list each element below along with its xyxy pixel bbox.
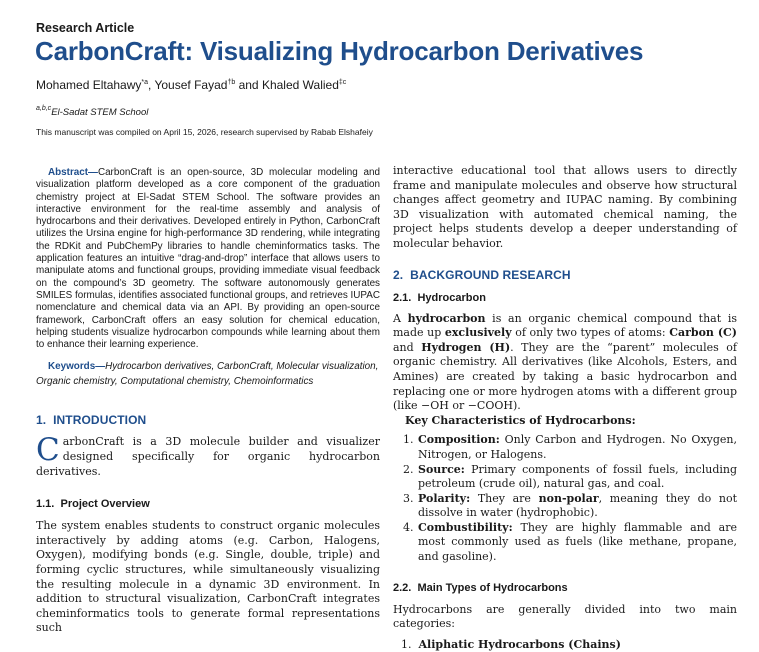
section-number: 1. [36,413,47,428]
text-run: A [393,311,408,325]
author-mark: ‡c [338,79,347,86]
types-item-number: 1. [401,637,412,651]
item-text: , meaning they do not dissolve in water (hydrophobic). [418,491,738,520]
bold-term: Hydrogen (H) [421,340,511,354]
author-mark: *a [141,79,149,86]
list-item [417,463,737,492]
section-number: 2. [393,267,404,282]
affiliation-marks: a,b,c [36,105,52,112]
text-run: of only two types of atoms: [511,326,670,340]
item-text: They are highly flammable and are most commonly used as fuels (like methane, propane, and gasoline). [418,520,737,564]
intro-paragraph [36,432,380,479]
list-item [417,521,737,565]
types-item-title: Aliphatic Hydrocarbons (Chains) [418,637,621,651]
subsection-heading [393,292,737,304]
subsection-heading [36,498,380,510]
article-type: Research Article [36,21,135,35]
author-name: Yousef Fayad [154,78,228,92]
text-run: is an organic chemical compound that is made up [393,311,737,340]
item-bold: non-polar [538,491,599,505]
section-title: BACKGROUND RESEARCH [410,267,571,282]
section-title: INTRODUCTION [53,413,147,428]
item-label: Composition: [418,433,500,447]
subsection-number: 2.1. [393,291,412,304]
affiliation [36,105,148,118]
author-list [36,78,346,92]
item-text: Only Carbon and Hydrogen. No Oxygen, Nitrogen, or Halogens. [418,433,737,461]
text-run: and [393,340,422,354]
item-label: Source: [418,462,465,476]
drop-cap: C [36,432,60,469]
keywords-text: Hydrocarbon derivatives, CarbonCraft, Molecular visualization, Organic chemistry, Computational chemistry, Chemoinformatics [36,361,379,388]
subsection-title: Project Overview [60,498,150,511]
item-text: Primary components of fossil fuels, including petroleum (crude oil), natural gas, and coal. [418,462,738,491]
author-separator: and [238,78,259,92]
paper-title: CarbonCraft: Visualizing Hydrocarbon Derivatives [35,36,644,66]
characteristics-heading: Key Characteristics of Hydrocarbons: [405,413,636,427]
keywords [36,359,380,389]
bold-term: hydrocarbon [407,311,486,325]
text-run: . They are the “parent” molecules of organic chemistry. All derivatives (like Alcohols, Esters, and Amines) are created by taking a basic hydrocarbon and replacing one or more hydrogen atoms with a different group (like −OH or −COOH). [393,340,738,413]
abstract [36,167,380,351]
item-label: Combustibility: [418,520,513,534]
intro-text: arbonCraft is a 3D molecule builder and visualizer designed specifically for organic hydrocarbon derivatives. [36,435,380,478]
bold-term: Carbon (C) [669,326,737,340]
hydrocarbon-definition [393,312,737,414]
subsection-title: Main Types of Hydrocarbons [417,581,568,594]
subsection-number: 2.2. [393,581,412,594]
continued-paragraph: interactive educational tool that allows users to directly frame and manipulate molecules and observe how structural changes affect geometry and IUPAC naming. By combining 3D visualization with automated chemical naming, the project helps students develop a deeper understanding of molecular behavior. [393,164,737,250]
abstract-text: CarbonCraft is an open-source, 3D molecular modeling and visualization platform developed as a core component of the graduation chemistry project at El-Sadat STEM School. The software provides an interactive environment for the real-time assembly and analysis of hydrocarbons and their derivatives. Developed entirely in Python, CarbonCraft utilizes the Ursina engine for high-performance 3D rendering, while integrating the RDKit and PubChemPy libraries to handle cheminformatics tasks. The application features an intuitive “drag-and-drop” interface that allows users to manipulate atoms and functional groups, providing immediate visual feedback on the compound’s 3D geometry. The software autonomously generates SMILES formulas, identifies associated functional groups, and retrieves IUPAC nomenclature and chemical data via an API. By providing an open-source framework, CarbonCraft offers an easy solution for chemical education, helping students visualize hydrocarbon compounds while learning about them to enhance their learning experience. [36,167,380,351]
types-intro: Hydrocarbons are generally divided into two main categories: [393,602,737,631]
subsection-title: Hydrocarbon [417,291,486,304]
author-separator: , [148,78,152,92]
list-item [417,492,737,521]
overview-paragraph: The system enables students to construct organic molecules interactively by adding atoms (e.g. Carbon, Halogens, Oxygen), modifying bonds (e.g. Single, double, triple) and forming cyclic structures, while simultaneously visualizing the resulting molecule in a dynamic 3D environment. In addition to structural visualization, CarbonCraft integrates cheminformatics tools to generate formal representations such [36,519,380,635]
types-list-item [393,638,737,652]
keywords-label: Keywords— [48,361,106,373]
author-name: Mohamed Eltahawy [36,78,142,92]
item-text: They are [477,491,531,505]
section-heading [36,413,380,427]
right-column [393,165,737,652]
item-label: Polarity: [418,491,471,505]
list-item [417,433,737,462]
affiliation-name: El-Sadat STEM School [51,107,149,118]
author-mark: †b [227,79,236,86]
characteristics-list [393,433,737,564]
abstract-label: Abstract— [48,167,98,178]
author-name: Khaled Walied [261,78,339,92]
subsection-heading [393,582,737,594]
subsection-number: 1.1. [36,498,55,511]
section-heading [393,268,737,282]
bold-term: exclusively [444,326,512,340]
compiled-note: This manuscript was compiled on April 15, 2026, research supervised by Rabab Elshafeiy [36,127,373,137]
left-column [36,165,380,636]
